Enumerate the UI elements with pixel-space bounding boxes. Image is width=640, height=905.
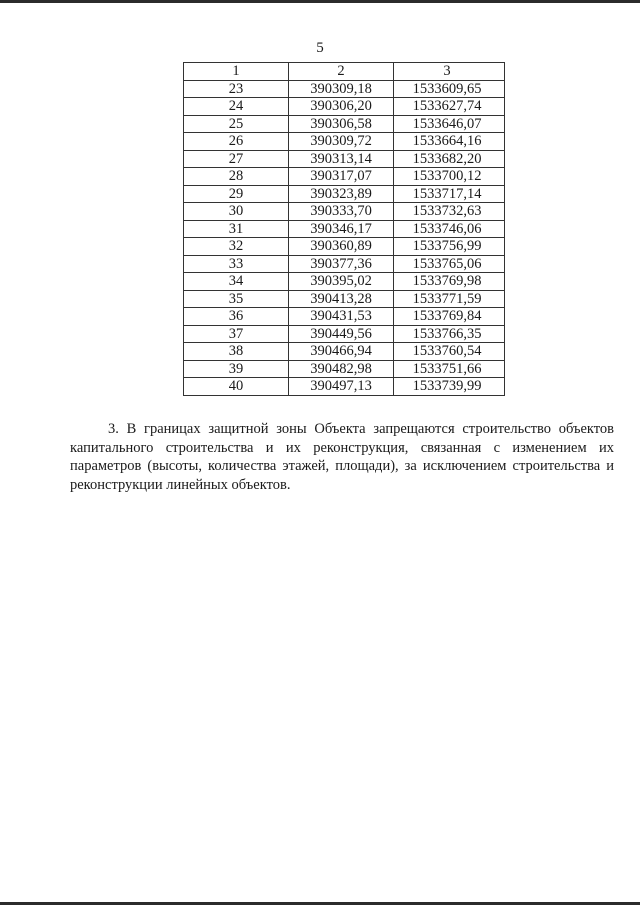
point-number-cell: 30 [184, 203, 289, 221]
table-row [184, 273, 505, 291]
x-coordinate-cell: 390309,72 [289, 133, 394, 151]
x-coordinate-cell: 390431,53 [289, 308, 394, 326]
x-coordinate-cell: 390449,56 [289, 325, 394, 343]
x-coordinate-cell: 390309,18 [289, 80, 394, 98]
y-coordinate-cell: 1533739,99 [394, 378, 505, 396]
y-coordinate-cell: 1533746,06 [394, 220, 505, 238]
x-coordinate-cell: 390360,89 [289, 238, 394, 256]
table-header-row [184, 63, 505, 81]
x-coordinate-cell: 390313,14 [289, 150, 394, 168]
scan-edge-top [0, 0, 640, 3]
table-row [184, 360, 505, 378]
y-coordinate-cell: 1533751,66 [394, 360, 505, 378]
y-coordinate-cell: 1533771,59 [394, 290, 505, 308]
point-number-cell: 40 [184, 378, 289, 396]
x-coordinate-cell: 390395,02 [289, 273, 394, 291]
table-row [184, 168, 505, 186]
point-number-cell: 25 [184, 115, 289, 133]
column-header-2: 2 [289, 63, 394, 81]
table-body [184, 80, 505, 395]
y-coordinate-cell: 1533627,74 [394, 98, 505, 116]
point-number-cell: 31 [184, 220, 289, 238]
table-row [184, 378, 505, 396]
y-coordinate-cell: 1533682,20 [394, 150, 505, 168]
y-coordinate-cell: 1533732,63 [394, 203, 505, 221]
table-row [184, 343, 505, 361]
y-coordinate-cell: 1533769,98 [394, 273, 505, 291]
x-coordinate-cell: 390317,07 [289, 168, 394, 186]
point-number-cell: 33 [184, 255, 289, 273]
table-row [184, 290, 505, 308]
table-row [184, 325, 505, 343]
table-row [184, 238, 505, 256]
y-coordinate-cell: 1533756,99 [394, 238, 505, 256]
table-row [184, 115, 505, 133]
y-coordinate-cell: 1533700,12 [394, 168, 505, 186]
point-number-cell: 23 [184, 80, 289, 98]
table-row [184, 308, 505, 326]
table-row [184, 220, 505, 238]
x-coordinate-cell: 390377,36 [289, 255, 394, 273]
paragraph-clause-3: 3. В границах защитной зоны Объекта запрещаются строительство объектов капитального строительства и их реконструкция, связанная с изменением их параметров (высоты, количества этажей, площади), за исключением строительства и реконструкции линейных объектов. [70, 421, 614, 493]
point-number-cell: 38 [184, 343, 289, 361]
table-row [184, 255, 505, 273]
y-coordinate-cell: 1533664,16 [394, 133, 505, 151]
table-row [184, 185, 505, 203]
y-coordinate-cell: 1533717,14 [394, 185, 505, 203]
point-number-cell: 32 [184, 238, 289, 256]
x-coordinate-cell: 390333,70 [289, 203, 394, 221]
x-coordinate-cell: 390306,20 [289, 98, 394, 116]
point-number-cell: 39 [184, 360, 289, 378]
x-coordinate-cell: 390497,13 [289, 378, 394, 396]
point-number-cell: 28 [184, 168, 289, 186]
point-number-cell: 29 [184, 185, 289, 203]
y-coordinate-cell: 1533769,84 [394, 308, 505, 326]
y-coordinate-cell: 1533609,65 [394, 80, 505, 98]
point-number-cell: 26 [184, 133, 289, 151]
y-coordinate-cell: 1533760,54 [394, 343, 505, 361]
point-number-cell: 35 [184, 290, 289, 308]
coordinates-table [183, 62, 505, 396]
y-coordinate-cell: 1533765,06 [394, 255, 505, 273]
column-header-3: 3 [394, 63, 505, 81]
x-coordinate-cell: 390482,98 [289, 360, 394, 378]
y-coordinate-cell: 1533766,35 [394, 325, 505, 343]
table-row [184, 150, 505, 168]
x-coordinate-cell: 390346,17 [289, 220, 394, 238]
point-number-cell: 24 [184, 98, 289, 116]
table-row [184, 98, 505, 116]
x-coordinate-cell: 390306,58 [289, 115, 394, 133]
point-number-cell: 34 [184, 273, 289, 291]
page-number: 5 [316, 40, 324, 56]
table-row [184, 133, 505, 151]
column-header-1: 1 [184, 63, 289, 81]
x-coordinate-cell: 390323,89 [289, 185, 394, 203]
y-coordinate-cell: 1533646,07 [394, 115, 505, 133]
point-number-cell: 36 [184, 308, 289, 326]
x-coordinate-cell: 390413,28 [289, 290, 394, 308]
x-coordinate-cell: 390466,94 [289, 343, 394, 361]
point-number-cell: 37 [184, 325, 289, 343]
point-number-cell: 27 [184, 150, 289, 168]
table-row [184, 80, 505, 98]
table-row [184, 203, 505, 221]
